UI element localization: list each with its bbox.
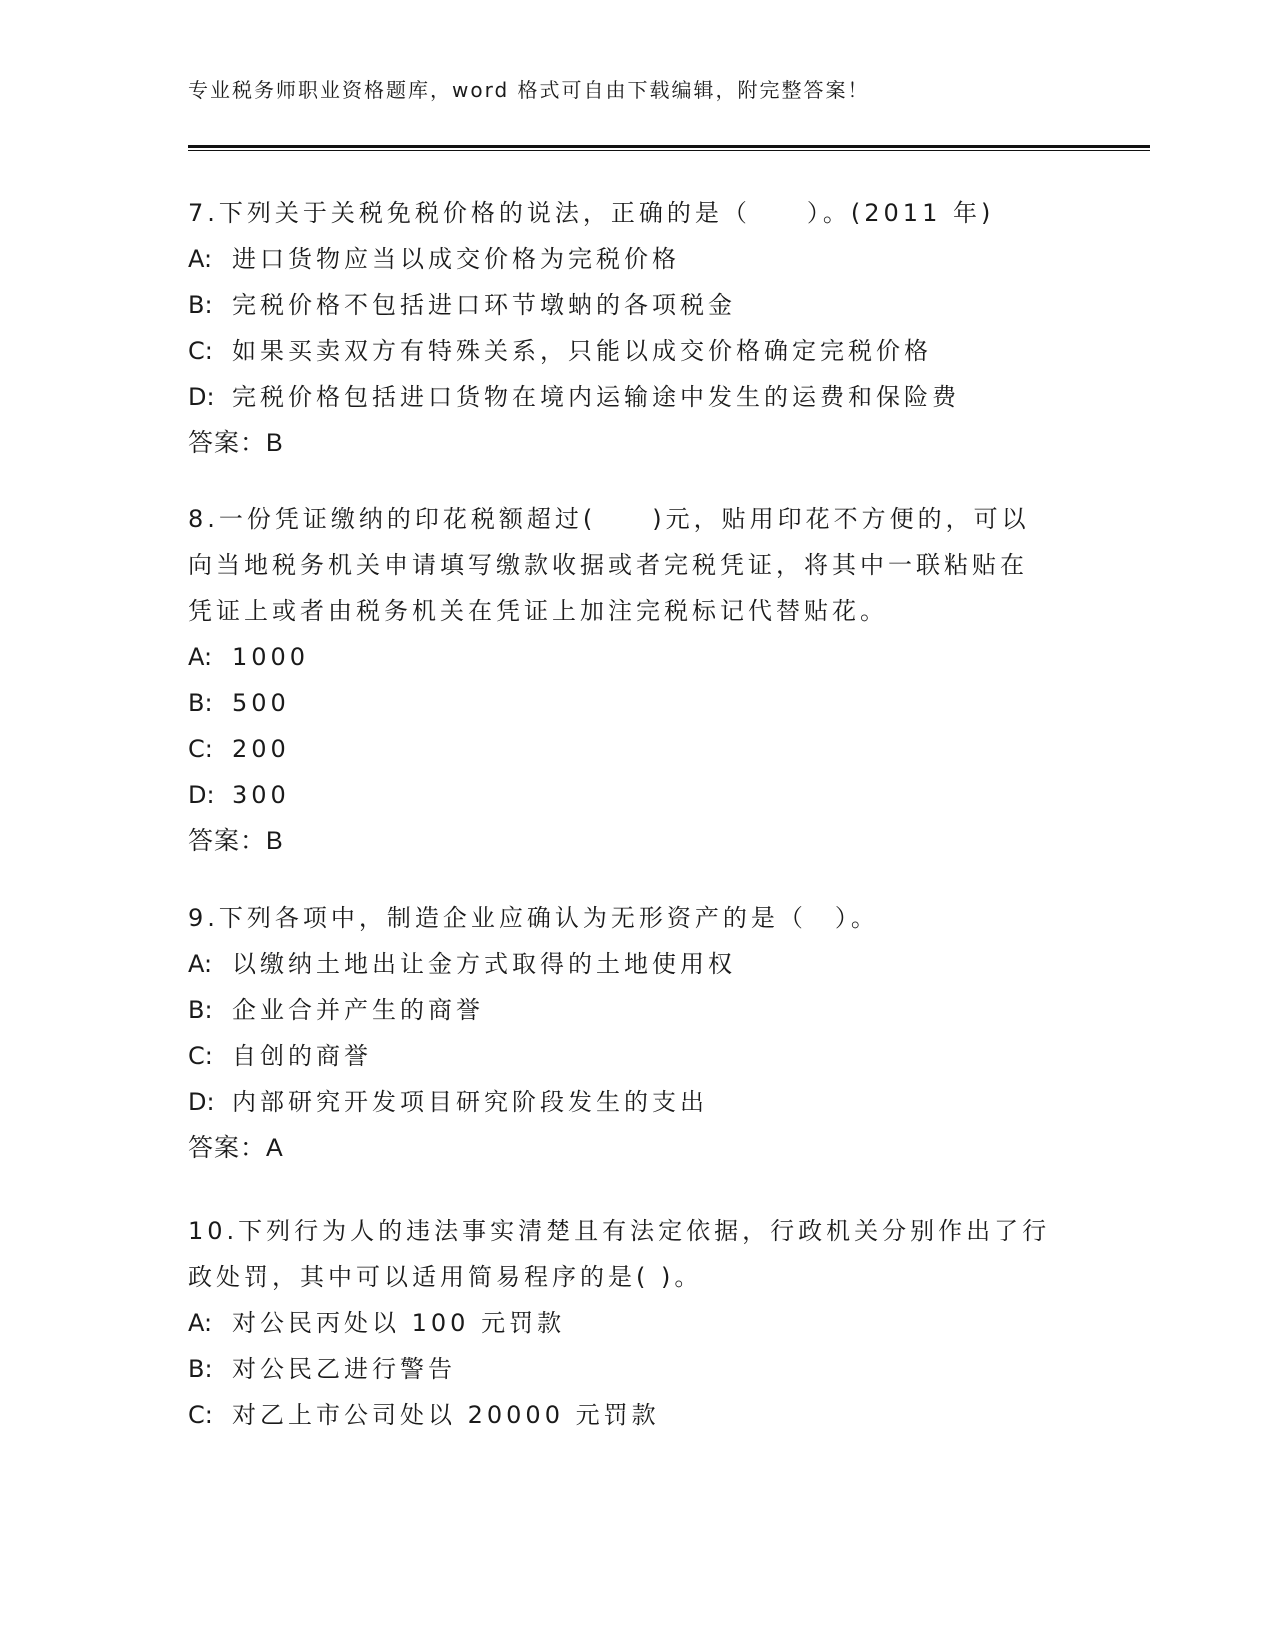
option-d bbox=[188, 374, 1088, 420]
option-b bbox=[188, 1346, 1088, 1392]
page-header: 专业税务师职业资格题库，word 格式可自由下载编辑，附完整答案！ bbox=[188, 78, 870, 102]
option-text: 以缴纳土地出让金方式取得的土地使用权 bbox=[232, 950, 736, 978]
option-letter: C: bbox=[188, 735, 213, 763]
question-stem-line: 向当地税务机关申请填写缴款收据或者完税凭证，将其中一联粘贴在 bbox=[188, 551, 1028, 579]
question-8 bbox=[188, 496, 1088, 864]
option-letter: A: bbox=[188, 950, 213, 978]
question-stem-line: 凭证上或者由税务机关在凭证上加注完税标记代替贴花。 bbox=[188, 597, 888, 625]
option-text: 完税价格不包括进口环节墩蚋的各项税金 bbox=[232, 291, 736, 319]
option-letter: D: bbox=[188, 781, 215, 809]
option-text: 500 bbox=[232, 689, 290, 717]
question-stem-line: 政处罚，其中可以适用简易程序的是( )。 bbox=[188, 1263, 703, 1291]
answer-line: 答案：A bbox=[188, 1134, 284, 1162]
option-text: 内部研究开发项目研究阶段发生的支出 bbox=[232, 1088, 708, 1116]
option-letter: B: bbox=[188, 996, 213, 1024]
option-letter: D: bbox=[188, 1088, 215, 1116]
option-a bbox=[188, 1300, 1088, 1346]
option-a bbox=[188, 941, 1088, 987]
question-stem-line: 7.下列关于关税免税价格的说法，正确的是（ ）。(2011 年) bbox=[188, 199, 995, 227]
option-a bbox=[188, 236, 1088, 282]
option-text: 300 bbox=[232, 781, 290, 809]
answer-line: 答案：B bbox=[188, 827, 284, 855]
option-letter: A: bbox=[188, 1309, 213, 1337]
option-c bbox=[188, 726, 1088, 772]
option-c bbox=[188, 1033, 1088, 1079]
option-text: 1000 bbox=[232, 643, 310, 671]
option-text: 对公民丙处以 100 元罚款 bbox=[232, 1309, 566, 1337]
option-letter: B: bbox=[188, 689, 213, 717]
option-b bbox=[188, 987, 1088, 1033]
option-b bbox=[188, 282, 1088, 328]
option-letter: C: bbox=[188, 1401, 213, 1429]
option-letter: A: bbox=[188, 643, 213, 671]
option-text: 企业合并产生的商誉 bbox=[232, 996, 484, 1024]
option-c bbox=[188, 1392, 1088, 1438]
question-stem-line: 9.下列各项中，制造企业应确认为无形资产的是（ ）。 bbox=[188, 904, 879, 932]
option-d bbox=[188, 772, 1088, 818]
option-text: 自创的商誉 bbox=[232, 1042, 372, 1070]
option-text: 如果买卖双方有特殊关系，只能以成交价格确定完税价格 bbox=[232, 337, 932, 365]
question-10 bbox=[188, 1208, 1088, 1438]
option-text: 完税价格包括进口货物在境内运输途中发生的运费和保险费 bbox=[232, 383, 960, 411]
question-stem-line: 10.下列行为人的违法事实清楚且有法定依据，行政机关分别作出了行 bbox=[188, 1217, 1051, 1245]
option-b bbox=[188, 680, 1088, 726]
question-stem-line: 8.一份凭证缴纳的印花税额超过( )元，贴用印花不方便的，可以 bbox=[188, 505, 1030, 533]
option-letter: C: bbox=[188, 1042, 213, 1070]
option-text: 进口货物应当以成交价格为完税价格 bbox=[232, 245, 680, 273]
option-letter: B: bbox=[188, 291, 213, 319]
option-text: 对公民乙进行警告 bbox=[232, 1355, 456, 1383]
option-a bbox=[188, 634, 1088, 680]
option-letter: A: bbox=[188, 245, 213, 273]
answer-line: 答案：B bbox=[188, 429, 284, 457]
question-7 bbox=[188, 190, 1088, 466]
option-letter: B: bbox=[188, 1355, 213, 1383]
option-text: 200 bbox=[232, 735, 290, 763]
option-c bbox=[188, 328, 1088, 374]
option-letter: D: bbox=[188, 383, 215, 411]
option-d bbox=[188, 1079, 1088, 1125]
question-9 bbox=[188, 895, 1088, 1171]
option-text: 对乙上市公司处以 20000 元罚款 bbox=[232, 1401, 660, 1429]
option-letter: C: bbox=[188, 337, 213, 365]
header-rule-thin bbox=[188, 150, 1150, 151]
header-rule-thick bbox=[188, 145, 1150, 148]
